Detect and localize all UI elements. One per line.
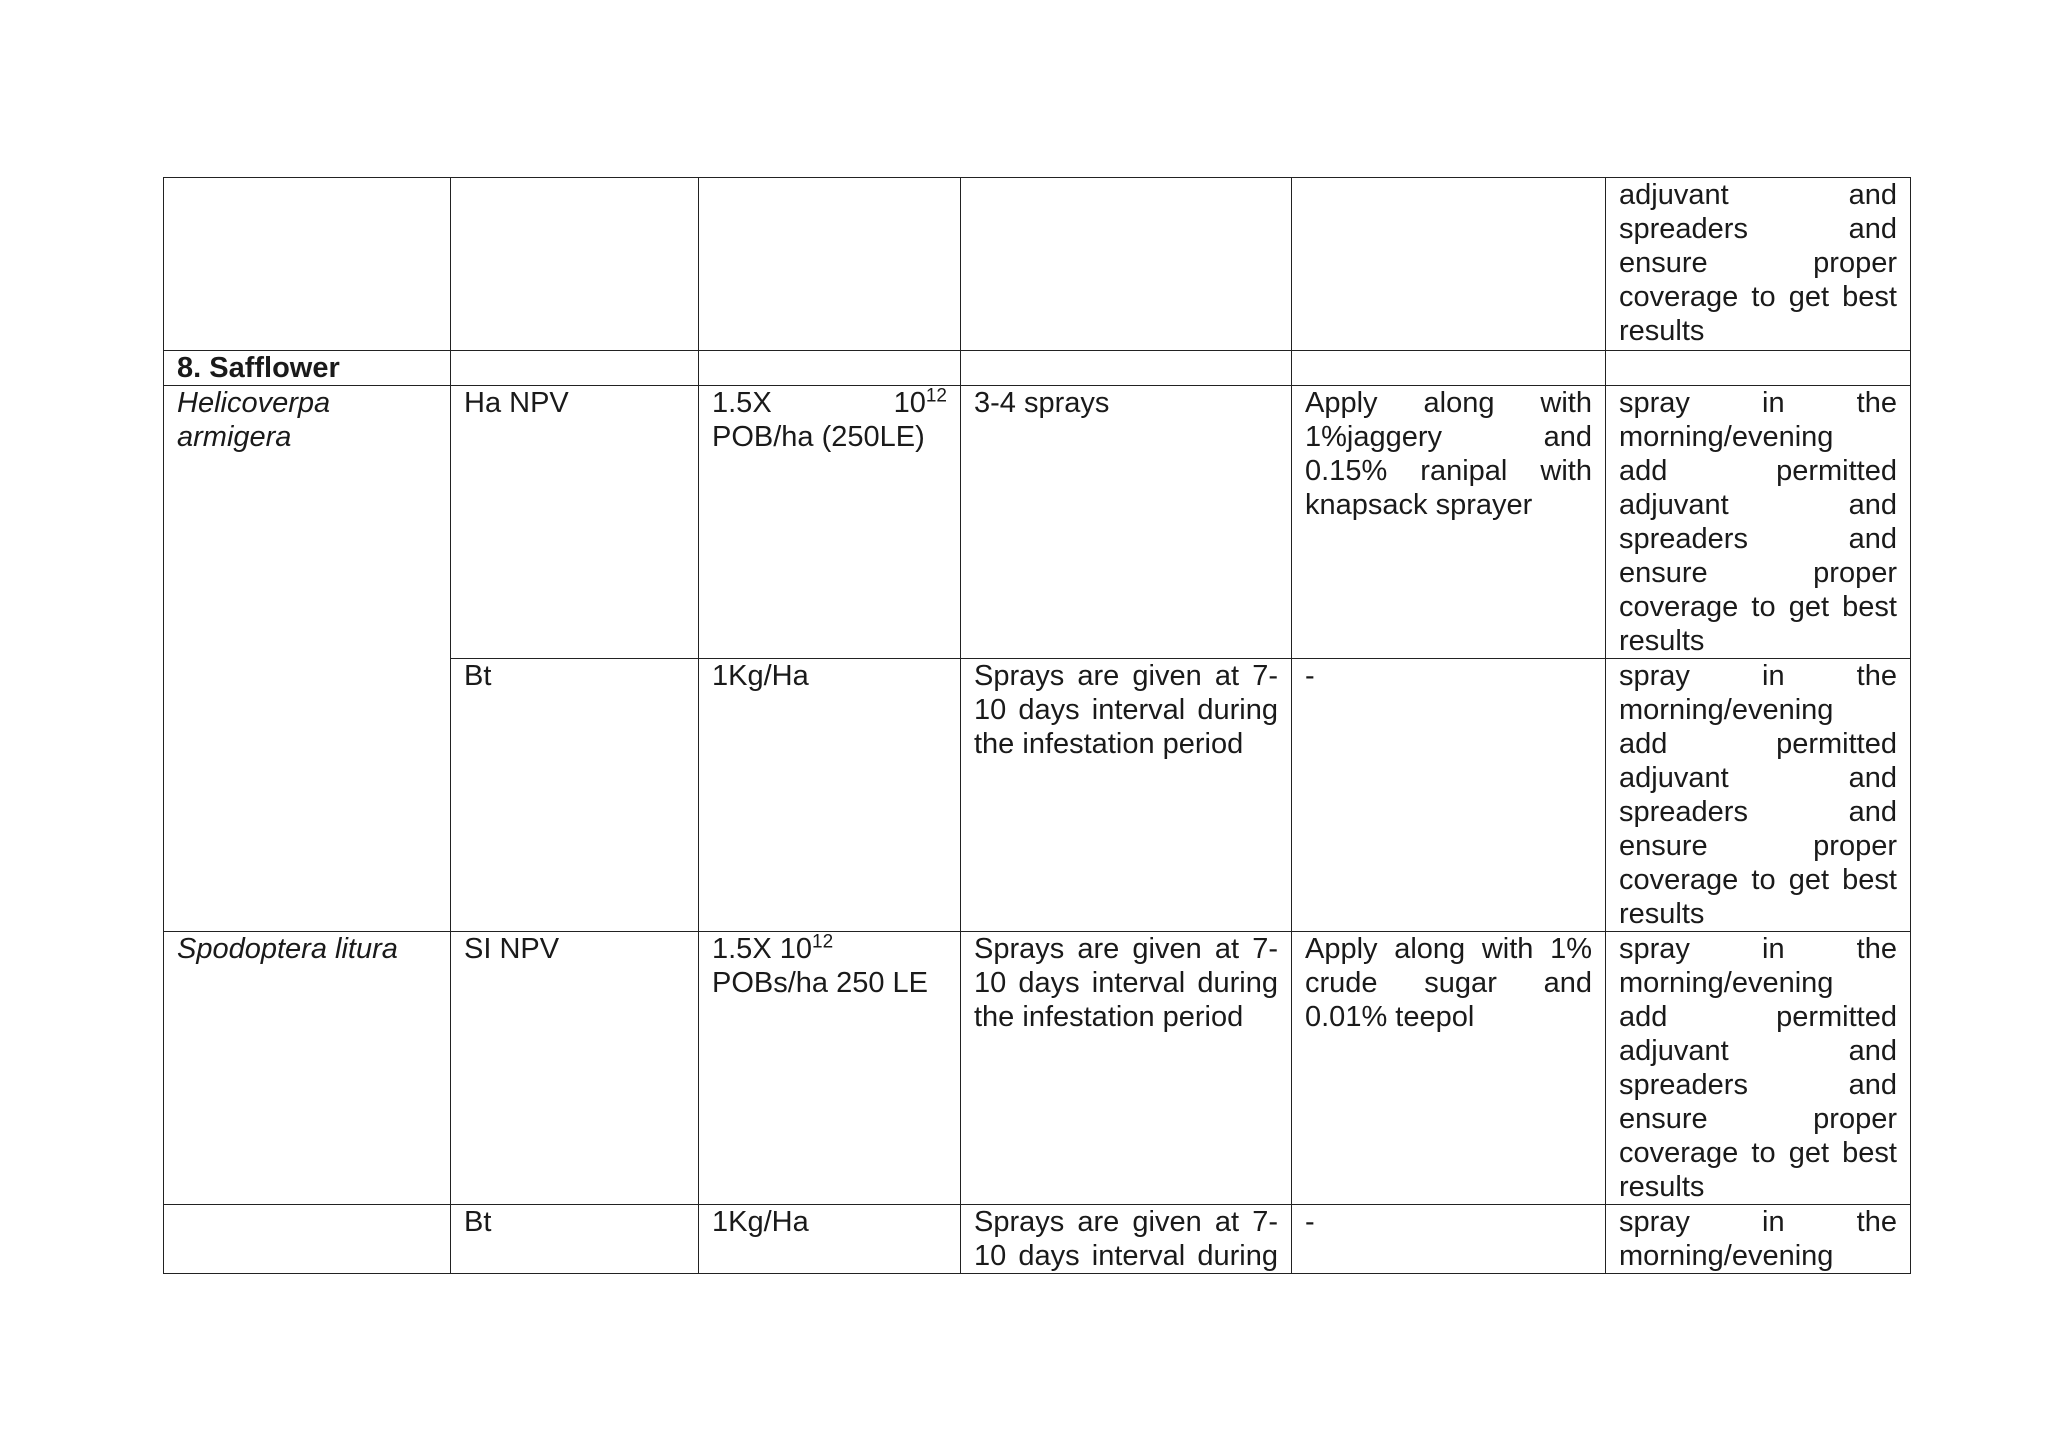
dose-base: 10 <box>893 387 926 419</box>
remarks <box>1606 932 1911 1205</box>
method-line: crude sugar and <box>1305 967 1592 999</box>
dose <box>699 386 961 659</box>
cell-remarks <box>1606 178 1911 351</box>
frequency-line: the infestation period <box>974 728 1244 760</box>
remarks-line: ensure proper <box>1619 1103 1897 1135</box>
dose-prefix: 1.5X <box>712 933 772 965</box>
remarks-line: spray in the <box>1619 933 1897 965</box>
cell-empty <box>1292 351 1606 386</box>
remarks-line: spray in the <box>1619 660 1897 692</box>
cell-empty <box>699 178 961 351</box>
section-title: 8. Safflower <box>164 351 451 386</box>
cell-empty <box>961 178 1292 351</box>
remarks-line: spreaders and <box>1619 1069 1897 1101</box>
cell-empty <box>164 178 451 351</box>
dose-suffix: POBs/ha 250 LE <box>712 967 929 999</box>
table-row-continuation <box>164 178 1911 351</box>
agent-name: SI NPV <box>451 932 699 1205</box>
frequency-line: Sprays are given at 7- <box>974 1206 1278 1238</box>
cell-empty <box>1606 351 1911 386</box>
remarks-line: ensure proper <box>1619 247 1897 279</box>
remarks-line: ensure proper <box>1619 557 1897 589</box>
cell-empty <box>1292 178 1606 351</box>
remarks <box>1606 659 1911 932</box>
dose-suffix: POB/ha (250LE) <box>712 421 925 453</box>
cell-empty <box>451 351 699 386</box>
method-line: Apply along with 1% <box>1305 933 1592 965</box>
remarks-line: adjuvant and <box>1619 762 1897 794</box>
remarks-line: spray in the <box>1619 387 1897 419</box>
frequency-line: Sprays are given at 7- <box>974 933 1278 965</box>
agent-name: Bt <box>451 659 699 932</box>
method-line: knapsack sprayer <box>1305 489 1533 521</box>
cell-empty <box>961 351 1292 386</box>
remarks-line: add permitted <box>1619 728 1897 760</box>
dose: 1Kg/Ha <box>699 659 961 932</box>
remarks-line: results <box>1619 315 1705 347</box>
remarks-line: add permitted <box>1619 455 1897 487</box>
dose-base: 10 <box>779 933 812 965</box>
frequency-line: 10 days interval during <box>974 694 1278 726</box>
pest-name <box>164 386 451 932</box>
cell-empty <box>699 351 961 386</box>
remarks-line: spreaders and <box>1619 213 1897 245</box>
method: - <box>1292 659 1606 932</box>
dose-power <box>894 387 947 419</box>
remarks-line: results <box>1619 898 1705 930</box>
agent-name: Bt <box>451 1205 699 1274</box>
remarks <box>1606 386 1911 659</box>
remarks-line: add permitted <box>1619 1001 1897 1033</box>
agent-name: Ha NPV <box>451 386 699 659</box>
pest-name-text: Helicoverpa armigera <box>177 387 331 453</box>
dose-line <box>712 932 947 966</box>
remarks-line: morning/evening <box>1619 967 1834 999</box>
method: - <box>1292 1205 1606 1274</box>
remarks-line: morning/evening <box>1619 421 1834 453</box>
frequency <box>961 932 1292 1205</box>
frequency <box>961 659 1292 932</box>
remarks-line: adjuvant and <box>1619 489 1897 521</box>
remarks-line: results <box>1619 625 1705 657</box>
method <box>1292 932 1606 1205</box>
remarks-line: spreaders and <box>1619 796 1897 828</box>
table-row <box>164 386 1911 659</box>
remarks-line: coverage to get best <box>1619 591 1897 623</box>
pest-name: Spodoptera litura <box>164 932 451 1205</box>
remarks-line: morning/evening <box>1619 1240 1834 1272</box>
remarks-line: coverage to get best <box>1619 281 1897 313</box>
remarks <box>1606 1205 1911 1274</box>
method-line: 0.15% ranipal with <box>1305 455 1592 487</box>
dose-prefix: 1.5X <box>712 387 772 419</box>
biocontrol-table <box>163 177 1911 1274</box>
remarks-line: adjuvant and <box>1619 179 1897 211</box>
remarks-line: coverage to get best <box>1619 1137 1897 1169</box>
frequency <box>961 1205 1292 1274</box>
remarks-line: coverage to get best <box>1619 864 1897 896</box>
frequency: 3-4 sprays <box>961 386 1292 659</box>
remarks-line: results <box>1619 1171 1705 1203</box>
cell-empty <box>451 178 699 351</box>
method-line: 1%jaggery and <box>1305 421 1592 453</box>
table-row-section <box>164 351 1911 386</box>
remarks-line: spreaders and <box>1619 523 1897 555</box>
cell-empty <box>164 1205 451 1274</box>
remarks-line: morning/evening <box>1619 694 1834 726</box>
frequency-line: Sprays are given at 7- <box>974 660 1278 692</box>
remarks-line: ensure proper <box>1619 830 1897 862</box>
method <box>1292 386 1606 659</box>
method-line: 0.01% teepol <box>1305 1001 1475 1033</box>
method-line: Apply along with <box>1305 387 1592 419</box>
dose-exponent: 12 <box>925 385 947 407</box>
dose: 1Kg/Ha <box>699 1205 961 1274</box>
dose-line <box>712 386 947 420</box>
dose <box>699 932 961 1205</box>
table-row <box>164 1205 1911 1274</box>
frequency-line: 10 days interval during <box>974 967 1278 999</box>
remarks-line: adjuvant and <box>1619 1035 1897 1067</box>
table-row <box>164 932 1911 1205</box>
frequency-line: the infestation period <box>974 1001 1244 1033</box>
remarks-line: spray in the <box>1619 1206 1897 1238</box>
frequency-line: 10 days interval during <box>974 1240 1278 1272</box>
dose-exponent: 12 <box>812 931 834 953</box>
